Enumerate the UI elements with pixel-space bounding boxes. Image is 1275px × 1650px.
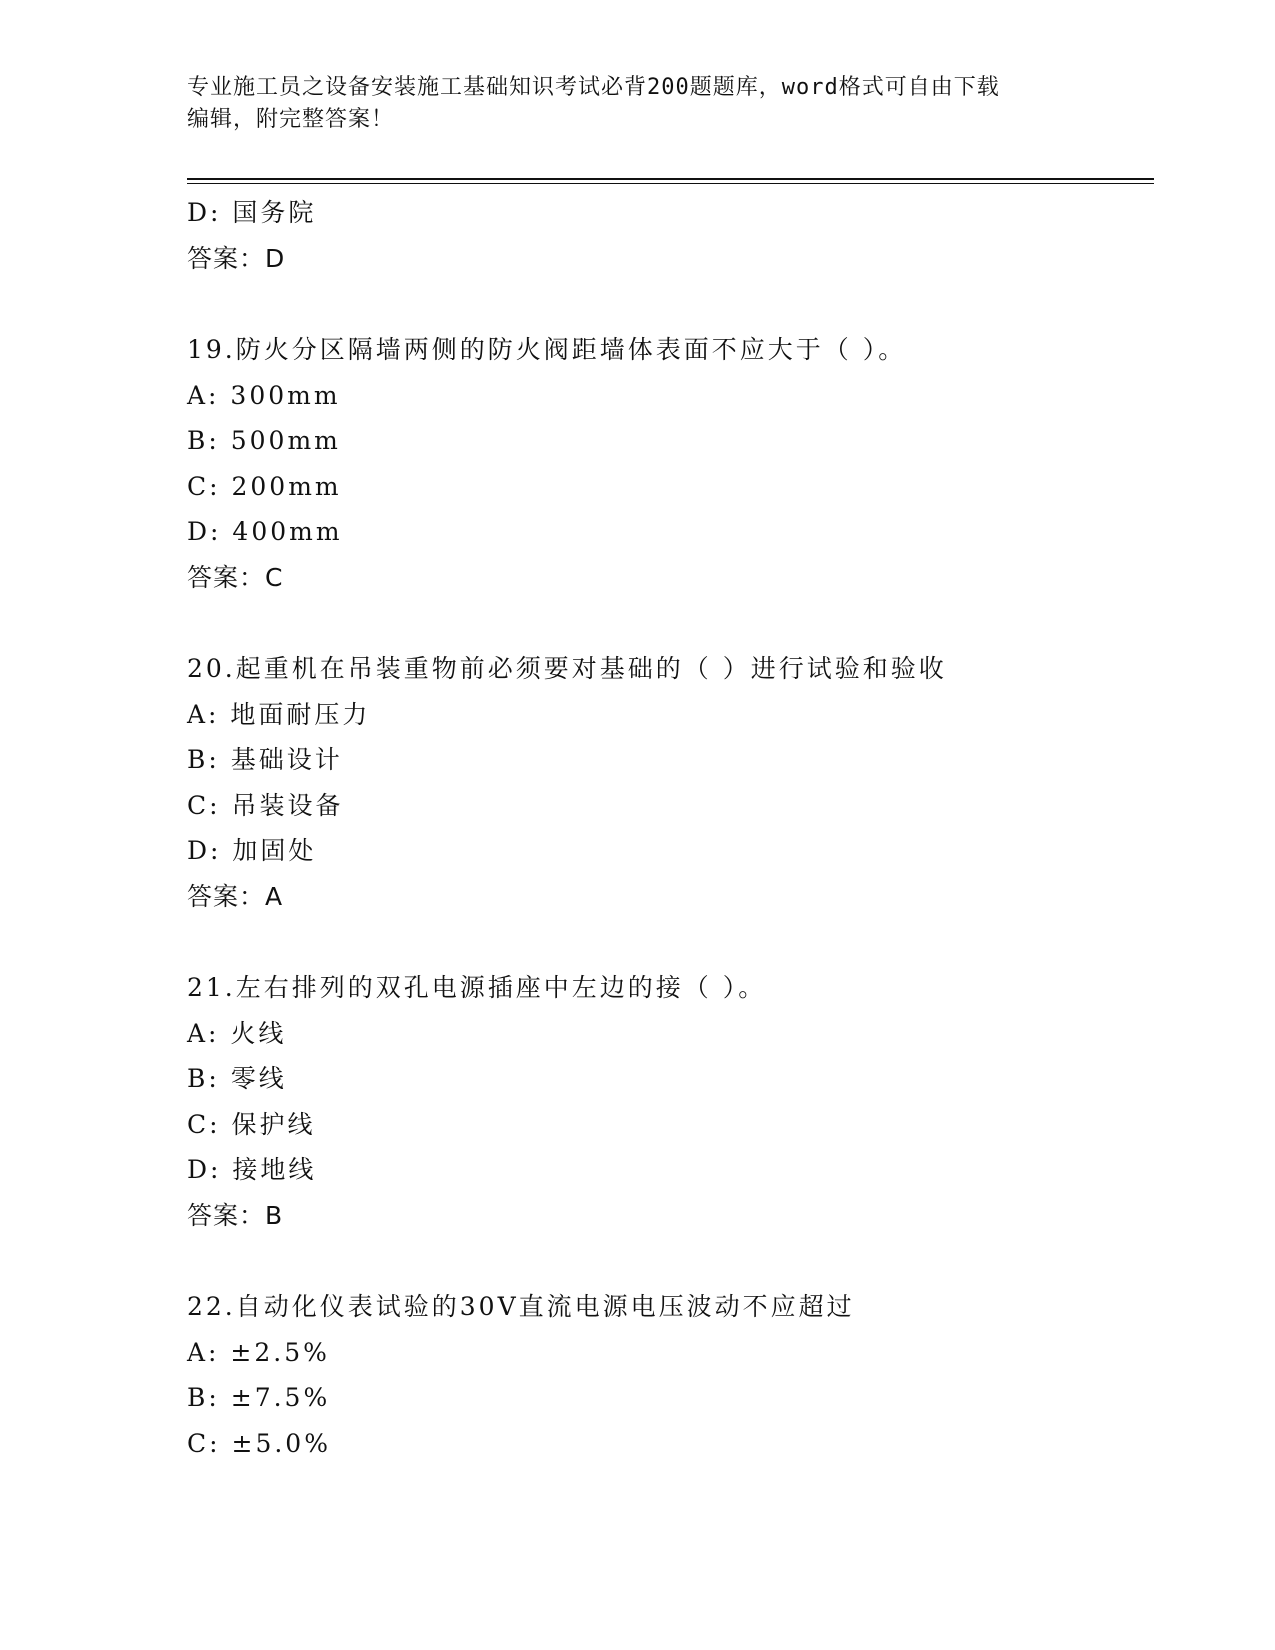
spacer (187, 1238, 1154, 1284)
header-rule-thick (187, 178, 1154, 180)
question-list (187, 190, 1154, 1466)
question-19 (187, 327, 1154, 600)
option-d: D: 接地线 (187, 1155, 317, 1184)
spacer (187, 281, 1154, 327)
option-c: C: 吊装设备 (187, 790, 344, 820)
header-line-1: 专业施工员之设备安装施工基础知识考试必背200题题库，word格式可自由下载 (187, 75, 1000, 100)
answer: 答案：D (187, 243, 286, 273)
question-20 (187, 646, 1154, 919)
option-c: C: 200mm (187, 471, 342, 501)
header-rule-thin (187, 183, 1154, 184)
option-a: A: 300mm (187, 380, 341, 410)
answer: 答案：C (187, 562, 284, 592)
question-title: 20.起重机在吊装重物前必须要对基础的（ ）进行试验和验收 (187, 654, 947, 683)
spacer (187, 919, 1154, 965)
spacer (187, 600, 1154, 646)
question-title: 19.防火分区隔墙两侧的防火阀距墙体表面不应大于（ ）。 (187, 335, 907, 364)
option-a: A: ±2.5% (187, 1337, 330, 1367)
answer: 答案：B (187, 1200, 284, 1230)
answer: 答案：A (187, 881, 284, 911)
question-22 (187, 1284, 1154, 1466)
question-title: 22.自动化仪表试验的30V直流电源电压波动不应超过 (187, 1292, 855, 1321)
header-line-2: 编辑，附完整答案！ (187, 107, 395, 132)
option-d: D: 国务院 (187, 198, 317, 227)
document-header (187, 72, 1067, 136)
option-c: C: ±5.0% (187, 1428, 331, 1458)
option-b: B: ±7.5% (187, 1383, 331, 1412)
option-b: B: 零线 (187, 1064, 287, 1093)
option-c: C: 保护线 (187, 1109, 316, 1139)
option-b: B: 基础设计 (187, 745, 343, 774)
question-18-tail (187, 190, 1154, 281)
question-title: 21.左右排列的双孔电源插座中左边的接（ ）。 (187, 973, 767, 1002)
option-d: D: 加固处 (187, 836, 317, 865)
option-b: B: 500mm (187, 426, 341, 455)
option-a: A: 火线 (187, 1018, 287, 1048)
question-21 (187, 965, 1154, 1238)
option-a: A: 地面耐压力 (187, 699, 371, 729)
option-d: D: 400mm (187, 517, 343, 546)
